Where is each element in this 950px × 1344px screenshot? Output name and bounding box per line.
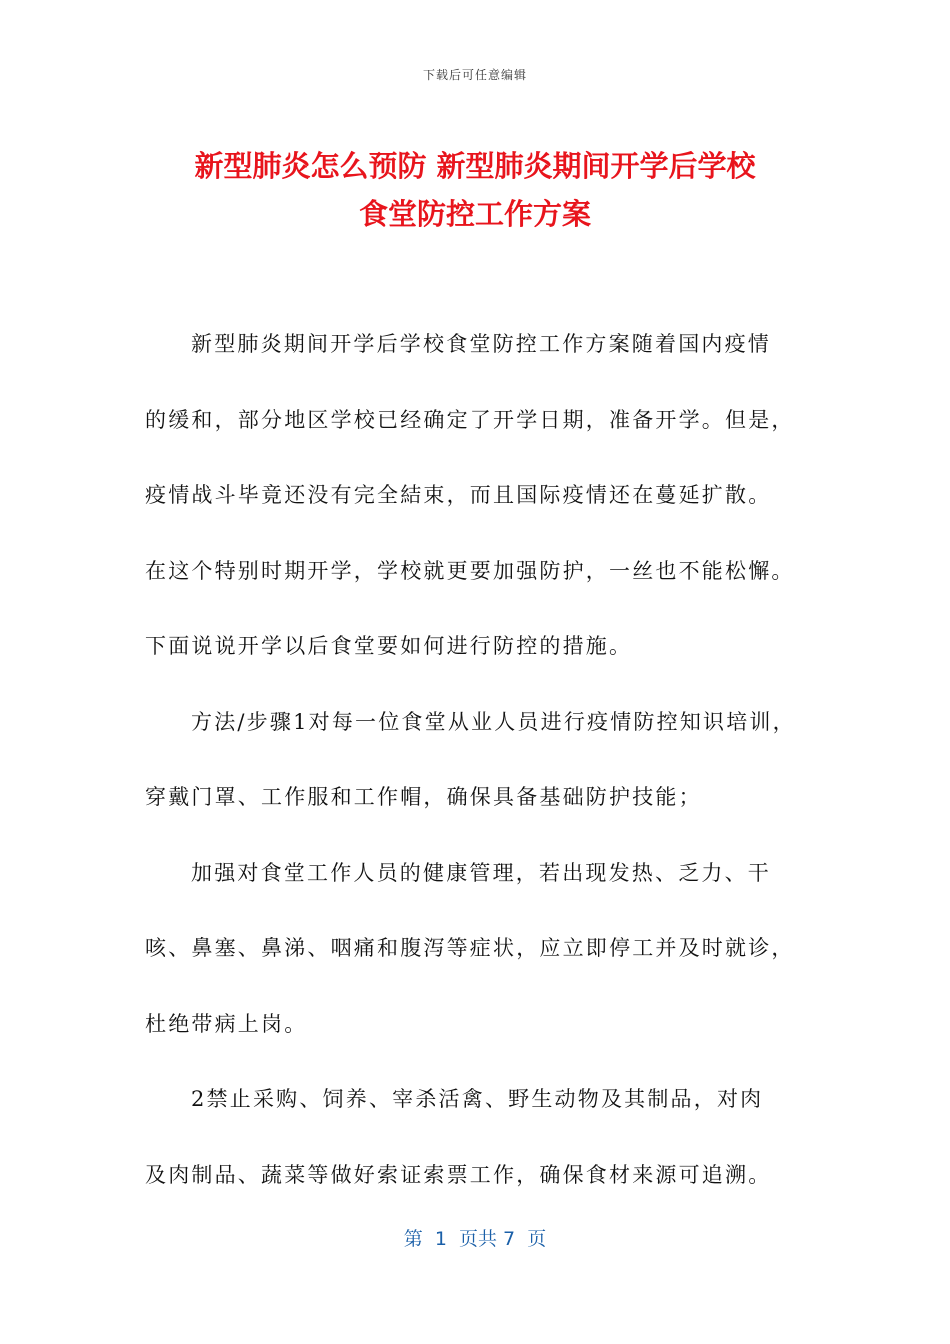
text-line: 方法/步骤1对每一位食堂从业人员进行疫情防控知识培训， bbox=[191, 709, 796, 734]
text-line: 新型肺炎期间开学后学校食堂防控工作方案随着国内疫情 bbox=[191, 332, 771, 356]
text-line: 杜绝带病上岗。 bbox=[145, 1011, 308, 1036]
text-line: 咳、鼻塞、鼻涕、咽痛和腹泻等症状，应立即停工并及时就诊， bbox=[145, 936, 795, 960]
text-line: 下面说说开学以后食堂要如何进行防控的措施。 bbox=[145, 634, 633, 658]
text-line: 疫情战斗毕竟还没有完全結束，而且国际疫情还在蔓延扩散。 bbox=[145, 483, 772, 507]
page-number: 第 1 页共 7 页 bbox=[403, 1228, 547, 1250]
document-body bbox=[145, 320, 815, 1226]
title-line-1: 新型肺炎怎么预防 新型肺炎期间开学后学校 bbox=[194, 149, 756, 183]
text-line: 及肉制品、蔬菜等做好索证索票工作，确保食材来源可追溯。 bbox=[145, 1162, 772, 1187]
text-line: 加强对食堂工作人员的健康管理，若出现发热、乏力、干 bbox=[191, 860, 771, 885]
text-line: 的缓和，部分地区学校已经确定了开学日期，准备开学。但是， bbox=[145, 407, 795, 432]
text-line: 2禁止采购、饲养、宰杀活禽、野生动物及其制品，对肉 bbox=[191, 1087, 764, 1111]
text-line: 穿戴门罩、工作服和工作帽，确保具备基础防护技能； bbox=[145, 785, 702, 809]
document-title bbox=[120, 142, 830, 238]
title-line-2: 食堂防控工作方案 bbox=[358, 197, 591, 231]
text-line: 在这个特别时期开学，学校就更要加强防护，一丝也不能松懈。 bbox=[145, 558, 795, 583]
header-note: 下载后可任意编辑 bbox=[422, 68, 527, 82]
